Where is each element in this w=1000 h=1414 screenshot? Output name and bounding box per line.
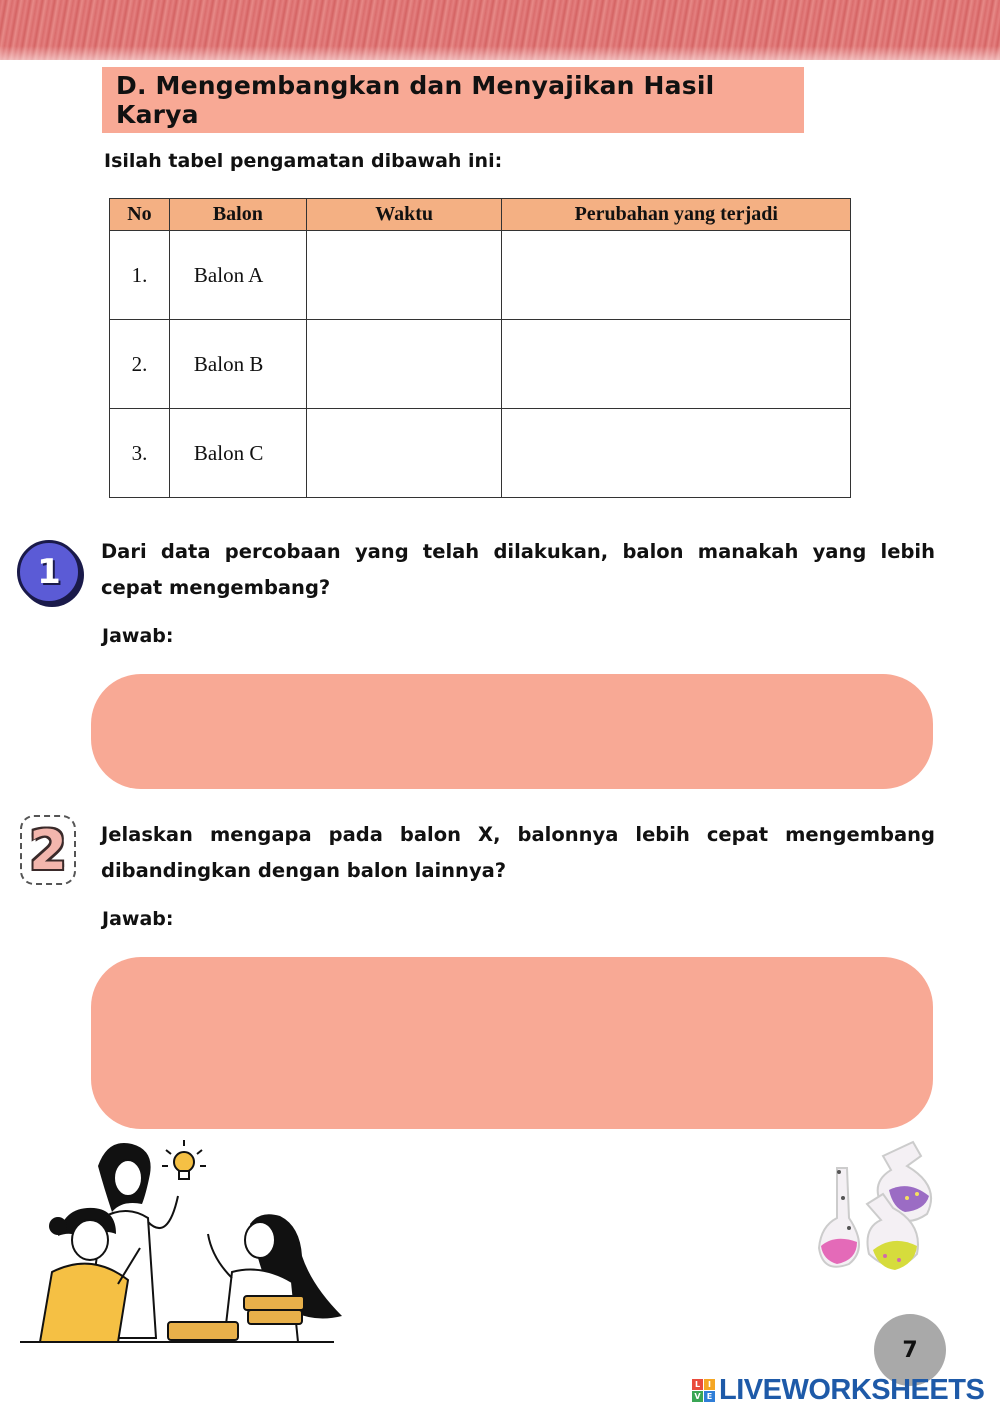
liveworksheets-text: LIVEWORKSHEETS [719, 1373, 985, 1406]
logo-letter: V [692, 1391, 703, 1402]
cell-perubahan-input[interactable] [502, 231, 851, 320]
flask-pink-icon [819, 1168, 859, 1267]
header-perubahan: Perubahan yang terjadi [502, 199, 851, 231]
section-title: D. Mengembangkan dan Menyajikan Hasil Karya [116, 71, 715, 129]
table-header-row [110, 199, 851, 231]
students-illustration [18, 1138, 358, 1348]
question-1-number: 1 [37, 552, 61, 592]
cell-perubahan-input[interactable] [502, 320, 851, 409]
header-waktu: Waktu [306, 199, 502, 231]
cell-balon: Balon B [169, 320, 306, 409]
question-2-answer-field[interactable] [91, 957, 933, 1129]
flasks-illustration [815, 1138, 955, 1288]
question-1-number-icon [17, 540, 81, 604]
cell-waktu-input[interactable] [306, 320, 502, 409]
cell-waktu-input[interactable] [306, 231, 502, 320]
header-decoration-band [0, 0, 1000, 60]
logo-letter: E [704, 1391, 715, 1402]
lightbulb-icon [162, 1140, 206, 1179]
logo-letter: L [692, 1379, 703, 1390]
cell-no: 1. [110, 231, 170, 320]
question-1-answer-label: Jawab: [102, 625, 174, 647]
question-2-number-icon [20, 815, 76, 885]
page-number: 7 [874, 1314, 946, 1386]
logo-letter: I [704, 1379, 715, 1390]
table-instruction: Isilah tabel pengamatan dibawah ini: [104, 150, 503, 172]
cell-no: 2. [110, 320, 170, 409]
liveworksheets-brand [692, 1374, 984, 1406]
section-title-box [102, 67, 804, 133]
header-no: No [110, 199, 170, 231]
question-1-answer-field[interactable] [91, 674, 933, 789]
liveworksheets-logo-icon [692, 1379, 715, 1402]
question-2-answer-label: Jawab: [102, 908, 174, 930]
cell-balon: Balon C [169, 409, 306, 498]
cell-balon: Balon A [169, 231, 306, 320]
table-row [110, 409, 851, 498]
cell-perubahan-input[interactable] [502, 409, 851, 498]
question-2-text: Jelaskan mengapa pada balon X, balonnya lebih cepat mengembang dibandingkan dengan balon lainnya? [101, 823, 935, 882]
table-row [110, 320, 851, 409]
header-balon: Balon [169, 199, 306, 231]
question-1-text: Dari data percobaan yang telah dilakukan, balon manakah yang lebih cepat mengembang? [101, 540, 935, 599]
cell-waktu-input[interactable] [306, 409, 502, 498]
cell-no: 3. [110, 409, 170, 498]
observation-table [109, 198, 851, 498]
table-row [110, 231, 851, 320]
question-2-number: 2 [29, 818, 67, 882]
